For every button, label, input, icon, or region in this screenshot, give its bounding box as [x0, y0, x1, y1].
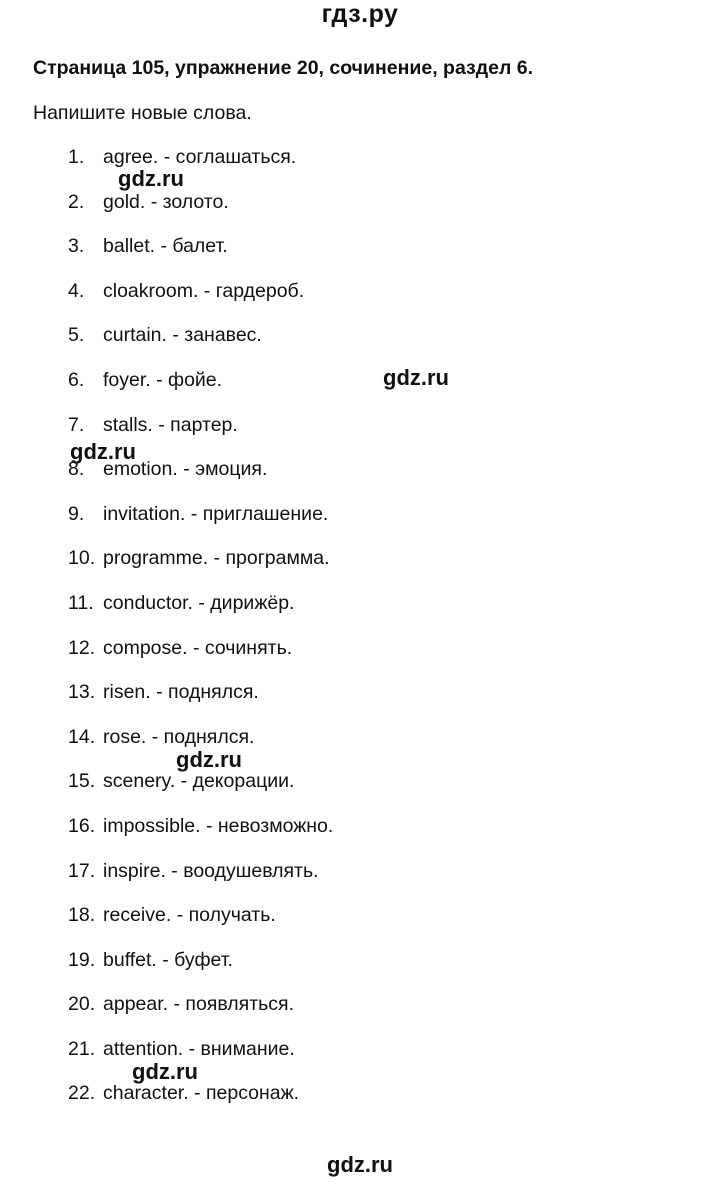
item-number: 12. — [68, 636, 96, 659]
item-text: rose. - поднялся. — [103, 725, 255, 748]
item-text: curtain. - занавес. — [103, 324, 262, 347]
list-item — [68, 815, 333, 860]
watermark-gdz: gdz.ru — [383, 365, 449, 390]
item-number: 4. — [68, 279, 85, 302]
list-item — [68, 280, 333, 325]
item-number: 11. — [68, 591, 94, 614]
item-text: inspire. - воодушевлять. — [103, 859, 319, 882]
item-text: compose. - сочинять. — [103, 636, 293, 659]
item-number: 9. — [68, 502, 85, 525]
list-item — [68, 993, 333, 1038]
item-text: cloakroom. - гардероб. — [103, 279, 305, 302]
list-item — [68, 1082, 333, 1127]
list-item — [68, 503, 333, 548]
item-text: buffet. - буфет. — [103, 948, 233, 971]
list-item — [68, 637, 333, 682]
item-text: attention. - внимание. — [103, 1037, 295, 1060]
item-text: stalls. - партер. — [103, 413, 238, 436]
list-item — [68, 324, 333, 369]
item-number: 5. — [68, 324, 85, 347]
list-item — [68, 770, 333, 815]
site-footer-watermark: gdz.ru — [327, 1152, 393, 1177]
list-item — [68, 547, 333, 592]
watermark-gdz: gdz.ru — [70, 439, 136, 464]
item-text: emotion. - эмоция. — [103, 458, 268, 481]
instruction-text: Напишите новые слова. — [33, 102, 252, 124]
list-item — [68, 235, 333, 280]
item-text: conductor. - дирижёр. — [103, 591, 295, 614]
list-item — [68, 949, 333, 994]
item-text: appear. - появляться. — [103, 993, 295, 1016]
vocabulary-list — [68, 146, 333, 1127]
list-item — [68, 681, 333, 726]
site-header-title: гдз.ру — [321, 0, 399, 28]
page-title: Страница 105, упражнение 20, сочинение, раздел 6. — [33, 57, 534, 79]
item-number: 8. — [68, 458, 85, 481]
item-text: receive. - получать. — [103, 904, 276, 927]
list-item — [68, 904, 333, 949]
item-number: 21. — [68, 1037, 96, 1060]
list-item — [68, 369, 333, 414]
item-number: 6. — [68, 368, 85, 391]
item-text: invitation. - приглашение. — [103, 502, 329, 525]
list-item — [68, 191, 333, 236]
item-number: 13. — [68, 681, 96, 704]
item-number: 3. — [68, 235, 85, 258]
item-text: programme. - программа. — [103, 547, 330, 570]
item-number: 2. — [68, 190, 85, 213]
item-number: 16. — [68, 814, 96, 837]
item-number: 10. — [68, 547, 96, 570]
item-number: 20. — [68, 993, 96, 1016]
item-text: risen. - поднялся. — [103, 681, 259, 704]
item-text: foyer. - фойе. — [103, 368, 223, 391]
item-number: 19. — [68, 948, 96, 971]
item-text: agree. - соглашаться. — [103, 146, 297, 168]
list-item — [68, 592, 333, 637]
item-text: character. - персонаж. — [103, 1082, 300, 1105]
list-item — [68, 1038, 333, 1083]
item-text: gold. - золото. — [103, 190, 229, 213]
item-number: 1. — [68, 146, 85, 168]
watermark-gdz: gdz.ru — [132, 1059, 198, 1084]
list-item — [68, 146, 333, 191]
list-item — [68, 860, 333, 905]
watermark-gdz: gdz.ru — [176, 747, 242, 772]
item-number: 22. — [68, 1082, 96, 1105]
watermark-gdz: gdz.ru — [118, 166, 184, 191]
item-number: 18. — [68, 904, 96, 927]
item-number: 14. — [68, 725, 96, 748]
item-text: scenery. - декорации. — [103, 770, 295, 793]
item-text: ballet. - балет. — [103, 235, 228, 258]
item-text: impossible. - невозможно. — [103, 814, 334, 837]
item-number: 15. — [68, 770, 96, 793]
item-number: 7. — [68, 413, 85, 436]
item-number: 17. — [68, 859, 96, 882]
